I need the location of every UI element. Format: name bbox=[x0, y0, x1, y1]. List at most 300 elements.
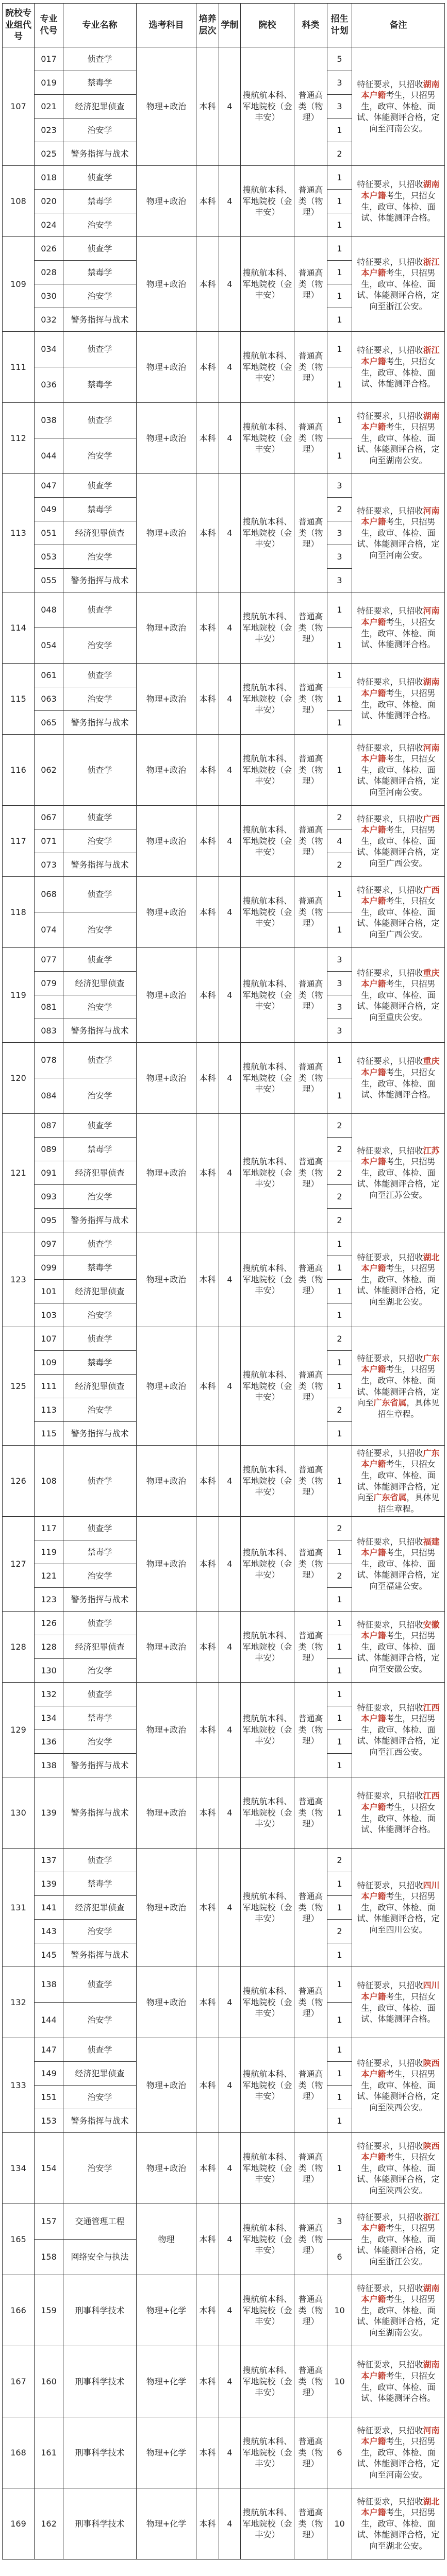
group-level: 本科 bbox=[196, 474, 219, 592]
group-remark bbox=[352, 1612, 445, 1683]
remark-highlight: 江西本户籍 bbox=[361, 1702, 440, 1724]
group-level: 本科 bbox=[196, 948, 219, 1043]
remark-text: 特征要求，只招收 bbox=[357, 2058, 423, 2068]
major-name: 禁毒学 bbox=[63, 190, 137, 213]
remark-text: 考生，只招女生，政审、体检、面试、体能测评合格，定向至广西公安。 bbox=[357, 896, 440, 939]
plan-count: 2 bbox=[327, 806, 352, 829]
plan-count: 1 bbox=[327, 735, 352, 806]
group-code: 128 bbox=[3, 1612, 35, 1683]
remark-text: 考生，只招男生，政审、体检、面试、体能测评合格，定向至陕西公安。 bbox=[357, 2069, 440, 2112]
remark-text: 特征要求，只招收 bbox=[357, 1880, 423, 1890]
group-remark bbox=[352, 237, 445, 332]
plan-count: 2 bbox=[327, 1398, 352, 1422]
table-row bbox=[3, 2488, 445, 2560]
group-subjects: 物理+政治 bbox=[137, 1683, 196, 1777]
group-remark bbox=[352, 1777, 445, 1849]
major-name: 刑事科学技术 bbox=[63, 2417, 137, 2488]
group-campus: 搜航航本科、军地院校（金丰安） bbox=[241, 332, 294, 403]
major-name: 侦查学 bbox=[63, 166, 137, 190]
remark-highlight: 陕西本户籍 bbox=[361, 2058, 440, 2079]
major-name: 经济犯罪侦查 bbox=[63, 1375, 137, 1398]
major-code: 161 bbox=[35, 2417, 63, 2488]
major-name: 经济犯罪侦查 bbox=[63, 95, 137, 118]
group-remark bbox=[352, 806, 445, 877]
major-code: 108 bbox=[35, 1446, 63, 1517]
remark-highlight: 浙江本户籍 bbox=[361, 257, 440, 278]
group-duration: 4 bbox=[219, 1777, 241, 1849]
major-code: 026 bbox=[35, 237, 63, 261]
plan-count: 1 bbox=[327, 1446, 352, 1517]
major-code: 081 bbox=[35, 995, 63, 1019]
major-name: 警务指挥与战术 bbox=[63, 1209, 137, 1232]
table-row bbox=[3, 735, 445, 806]
remark-text: 考生，只招男生，政审、体检、面试、体能测评合格，定向至江苏公安。 bbox=[357, 1157, 440, 1200]
remark-text: 考生，只招女生，政审、体检、面试、体能测评合格，定向至 bbox=[357, 1459, 440, 1503]
major-name: 经济犯罪侦查 bbox=[63, 1161, 137, 1185]
group-code: 115 bbox=[3, 664, 35, 735]
remark-text: 特征要求，只招收 bbox=[357, 1702, 423, 1713]
table-row bbox=[3, 1517, 445, 1540]
plan-count: 1 bbox=[327, 2062, 352, 2086]
major-code: 018 bbox=[35, 166, 63, 190]
group-subjects: 物理+政治 bbox=[137, 332, 196, 403]
major-name: 治安学 bbox=[63, 284, 137, 308]
major-code: 074 bbox=[35, 912, 63, 948]
group-remark bbox=[352, 1232, 445, 1327]
table-row bbox=[3, 2346, 445, 2417]
plan-count: 2 bbox=[327, 1209, 352, 1232]
group-category: 普通高类（物理） bbox=[294, 1232, 327, 1327]
plan-count: 2 bbox=[327, 1517, 352, 1540]
major-name: 侦查学 bbox=[63, 735, 137, 806]
plan-count: 3 bbox=[327, 972, 352, 995]
plan-count: 1 bbox=[327, 1872, 352, 1896]
remark-text: 考生，只招女生，政审、体检、面试、体能测评合格。 bbox=[361, 1802, 436, 1835]
group-remark bbox=[352, 664, 445, 735]
major-code: 134 bbox=[35, 1706, 63, 1730]
group-remark bbox=[352, 2417, 445, 2488]
remark-highlight: 广东省属 bbox=[373, 1398, 407, 1408]
remark-text: 考生，只招女生，政审、体检、面试、体能测评合格。 bbox=[361, 356, 436, 389]
plan-count: 1 bbox=[327, 711, 352, 735]
major-code: 144 bbox=[35, 2003, 63, 2038]
remark-text: 考生，只招男生，政审、体检、面试、体能测评合格，定向至湖北公安。 bbox=[357, 1263, 440, 1307]
remark-text: 特征要求，只招收 bbox=[357, 2360, 423, 2370]
major-code: 132 bbox=[35, 1683, 63, 1706]
major-code: 153 bbox=[35, 2109, 63, 2133]
major-code: 017 bbox=[35, 47, 63, 71]
plan-count: 1 bbox=[327, 403, 352, 438]
remark-text: 特征要求，只招收 bbox=[357, 257, 423, 267]
plan-count: 1 bbox=[327, 1943, 352, 1967]
major-name: 治安学 bbox=[63, 1564, 137, 1588]
group-remark bbox=[352, 2346, 445, 2417]
plan-count: 3 bbox=[327, 521, 352, 545]
major-name: 侦查学 bbox=[63, 2038, 137, 2062]
group-category: 普通高类（物理） bbox=[294, 1517, 327, 1612]
plan-count: 10 bbox=[327, 2488, 352, 2560]
major-code: 083 bbox=[35, 1019, 63, 1043]
plan-count: 4 bbox=[327, 829, 352, 853]
major-code: 138 bbox=[35, 1967, 63, 2003]
group-subjects: 物理+政治 bbox=[137, 1232, 196, 1327]
plan-count: 1 bbox=[327, 284, 352, 308]
plan-count: 1 bbox=[327, 1280, 352, 1303]
remark-text: 考生，只招女生，政审、体检、面试、体能测评合格。 bbox=[361, 2370, 436, 2403]
major-code: 028 bbox=[35, 261, 63, 284]
group-category: 普通高类（物理） bbox=[294, 1446, 327, 1517]
plan-count: 1 bbox=[327, 1588, 352, 1612]
major-code: 117 bbox=[35, 1517, 63, 1540]
remark-text: 特征要求，只招收 bbox=[357, 1536, 423, 1547]
group-duration: 4 bbox=[219, 2417, 241, 2488]
group-category: 普通高类（物理） bbox=[294, 2417, 327, 2488]
remark-text: 特征要求，只招收 bbox=[357, 79, 423, 89]
table-row bbox=[3, 592, 445, 628]
remark-text: 考生，只招女生，政审、体检、面试、体能测评合格，定向至河南公安。 bbox=[357, 754, 440, 797]
group-campus: 搜航航本科、军地院校（金丰安） bbox=[241, 2488, 294, 2560]
group-category: 普通高类（物理） bbox=[294, 2488, 327, 2560]
major-name: 经济犯罪侦查 bbox=[63, 1280, 137, 1303]
major-name: 侦查学 bbox=[63, 474, 137, 498]
group-code: 167 bbox=[3, 2346, 35, 2417]
major-name: 侦查学 bbox=[63, 1683, 137, 1706]
group-campus: 搜航航本科、军地院校（金丰安） bbox=[241, 948, 294, 1043]
remark-highlight: 重庆本户籍 bbox=[361, 1056, 440, 1077]
major-code: 095 bbox=[35, 1209, 63, 1232]
major-code: 073 bbox=[35, 853, 63, 877]
plan-count: 1 bbox=[327, 1422, 352, 1446]
major-name: 侦查学 bbox=[63, 806, 137, 829]
plan-count: 2 bbox=[327, 142, 352, 166]
major-name: 侦查学 bbox=[63, 1446, 137, 1517]
group-code: 120 bbox=[3, 1043, 35, 1114]
group-campus: 搜航航本科、军地院校（金丰安） bbox=[241, 1232, 294, 1327]
group-code: 113 bbox=[3, 474, 35, 592]
plan-count: 1 bbox=[327, 1967, 352, 2003]
group-category: 普通高类（物理） bbox=[294, 2275, 327, 2346]
group-category: 普通高类（物理） bbox=[294, 877, 327, 948]
major-name: 交通管理工程 bbox=[63, 2204, 137, 2240]
major-name: 侦查学 bbox=[63, 237, 137, 261]
remark-highlight: 湖南本户籍 bbox=[361, 677, 440, 698]
plan-count: 1 bbox=[327, 1706, 352, 1730]
group-level: 本科 bbox=[196, 1967, 219, 2038]
major-code: 023 bbox=[35, 118, 63, 142]
major-code: 147 bbox=[35, 2038, 63, 2062]
major-code: 063 bbox=[35, 687, 63, 711]
plan-count: 1 bbox=[327, 367, 352, 403]
remark-text: 特征要求，只招收 bbox=[357, 1056, 423, 1066]
group-category: 普通高类（物理） bbox=[294, 2038, 327, 2133]
group-remark bbox=[352, 2488, 445, 2560]
remark-text: 特征要求，只招收 bbox=[357, 1353, 423, 1363]
major-name: 禁毒学 bbox=[63, 367, 137, 403]
group-campus: 搜航航本科、军地院校（金丰安） bbox=[241, 2204, 294, 2275]
remark-text: 特征要求，只招收 bbox=[357, 345, 423, 355]
major-name: 治安学 bbox=[63, 213, 137, 237]
major-code: 159 bbox=[35, 2275, 63, 2346]
group-remark bbox=[352, 1683, 445, 1777]
plan-count: 3 bbox=[327, 2204, 352, 2240]
group-code: 109 bbox=[3, 237, 35, 332]
major-code: 121 bbox=[35, 1564, 63, 1588]
plan-count: 1 bbox=[327, 438, 352, 474]
group-subjects: 物理+政治 bbox=[137, 1114, 196, 1232]
major-name: 治安学 bbox=[63, 995, 137, 1019]
group-code: 125 bbox=[3, 1327, 35, 1446]
remark-text: 考生，只招男生，政审、体检、面试、体能测评合格。 bbox=[361, 688, 436, 721]
remark-text: 特征要求，只招收 bbox=[357, 2141, 423, 2151]
remark-text: 特征要求，只招收 bbox=[357, 2283, 423, 2293]
header-subjects: 选考科目 bbox=[137, 4, 196, 47]
plan-count: 2 bbox=[327, 1849, 352, 1872]
major-name: 警务指挥与战术 bbox=[63, 1422, 137, 1446]
major-name: 治安学 bbox=[63, 1659, 137, 1683]
table-row bbox=[3, 1446, 445, 1517]
plan-count: 1 bbox=[327, 332, 352, 367]
major-name: 侦查学 bbox=[63, 403, 137, 438]
remark-highlight: 四川本户籍 bbox=[361, 1980, 440, 2002]
major-name: 刑事科学技术 bbox=[63, 2488, 137, 2560]
group-level: 本科 bbox=[196, 1612, 219, 1683]
plan-count: 1 bbox=[327, 628, 352, 664]
group-remark bbox=[352, 592, 445, 664]
remark-text: 特征要求，只招收 bbox=[357, 606, 423, 616]
major-name: 治安学 bbox=[63, 545, 137, 569]
group-duration: 4 bbox=[219, 1043, 241, 1114]
major-name: 治安学 bbox=[63, 687, 137, 711]
plan-count: 2 bbox=[327, 1920, 352, 1943]
header-plan: 招生计划 bbox=[327, 4, 352, 47]
header-remark: 备注 bbox=[352, 4, 445, 47]
group-campus: 搜航航本科、军地院校（金丰安） bbox=[241, 2417, 294, 2488]
remark-highlight: 江西本户籍 bbox=[361, 1791, 440, 1812]
group-level: 本科 bbox=[196, 2488, 219, 2560]
major-code: 079 bbox=[35, 972, 63, 995]
remark-highlight: 河南本户籍 bbox=[361, 2425, 440, 2447]
group-campus: 搜航航本科、军地院校（金丰安） bbox=[241, 1612, 294, 1683]
group-level: 本科 bbox=[196, 1683, 219, 1777]
major-name: 侦查学 bbox=[63, 1849, 137, 1872]
group-campus: 搜航航本科、军地院校（金丰安） bbox=[241, 47, 294, 166]
major-name: 治安学 bbox=[63, 1398, 137, 1422]
group-category: 普通高类（物理） bbox=[294, 664, 327, 735]
major-name: 治安学 bbox=[63, 829, 137, 853]
plan-count: 2 bbox=[327, 498, 352, 521]
group-level: 本科 bbox=[196, 2038, 219, 2133]
plan-count: 10 bbox=[327, 2275, 352, 2346]
group-category: 普通高类（物理） bbox=[294, 1612, 327, 1683]
major-code: 154 bbox=[35, 2133, 63, 2204]
major-name: 警务指挥与战术 bbox=[63, 308, 137, 332]
remark-highlight: 广西本户籍 bbox=[361, 885, 440, 906]
group-campus: 搜航航本科、军地院校（金丰安） bbox=[241, 166, 294, 237]
remark-highlight: 江苏本户籍 bbox=[361, 1145, 440, 1167]
remark-text: 考生，只招男生，政审、体检、面试、体能测评合格，定向至 bbox=[357, 1364, 440, 1408]
group-level: 本科 bbox=[196, 1043, 219, 1114]
plan-count: 1 bbox=[327, 1659, 352, 1683]
major-code: 157 bbox=[35, 2204, 63, 2240]
remark-text: 特征要求，只招收 bbox=[357, 1980, 423, 1991]
remark-text: 考生，只招男生，政审、体检、面试、体能测评合格，定向至四川公安。 bbox=[357, 1891, 440, 1935]
group-code: 116 bbox=[3, 735, 35, 806]
group-duration: 4 bbox=[219, 1849, 241, 1967]
remark-text: 考生，只招女生，政审、体检、面试、体能测评合格。 bbox=[361, 617, 436, 650]
table-row bbox=[3, 1777, 445, 1849]
plan-count: 10 bbox=[327, 2346, 352, 2417]
plan-count: 3 bbox=[327, 71, 352, 95]
group-duration: 4 bbox=[219, 1612, 241, 1683]
group-subjects: 物理+政治 bbox=[137, 403, 196, 474]
remark-highlight: 浙江本户籍 bbox=[361, 345, 440, 366]
major-code: 136 bbox=[35, 1730, 63, 1754]
plan-count: 2 bbox=[327, 1564, 352, 1588]
major-code: 099 bbox=[35, 1256, 63, 1280]
group-duration: 4 bbox=[219, 2038, 241, 2133]
group-duration: 4 bbox=[219, 2133, 241, 2204]
group-level: 本科 bbox=[196, 1446, 219, 1517]
major-code: 097 bbox=[35, 1232, 63, 1256]
table-row bbox=[3, 474, 445, 498]
major-code: 025 bbox=[35, 142, 63, 166]
major-name: 刑事科学技术 bbox=[63, 2275, 137, 2346]
table-row bbox=[3, 1849, 445, 1872]
group-level: 本科 bbox=[196, 2204, 219, 2275]
plan-count: 2 bbox=[327, 1138, 352, 1161]
remark-highlight: 陕西本户籍 bbox=[361, 2141, 440, 2162]
major-name: 侦查学 bbox=[63, 1043, 137, 1078]
group-campus: 搜航航本科、军地院校（金丰安） bbox=[241, 735, 294, 806]
major-code: 139 bbox=[35, 1872, 63, 1896]
major-code: 126 bbox=[35, 1612, 63, 1635]
group-campus: 搜航航本科、军地院校（金丰安） bbox=[241, 1777, 294, 1849]
remark-text: 特征要求，只招收 bbox=[357, 814, 423, 824]
header-major-code: 专业代号 bbox=[35, 4, 63, 47]
major-name: 禁毒学 bbox=[63, 71, 137, 95]
major-name: 治安学 bbox=[63, 118, 137, 142]
remark-text: 特征要求，只招收 bbox=[357, 505, 423, 516]
remark-highlight: 四川本户籍 bbox=[361, 1880, 440, 1902]
group-level: 本科 bbox=[196, 1327, 219, 1446]
group-code: 132 bbox=[3, 1967, 35, 2038]
remark-text: 特征要求，只招收 bbox=[357, 2496, 423, 2506]
major-code: 128 bbox=[35, 1635, 63, 1659]
major-name: 治安学 bbox=[63, 912, 137, 948]
group-subjects: 物理+化学 bbox=[137, 2417, 196, 2488]
group-level: 本科 bbox=[196, 47, 219, 166]
plan-count: 1 bbox=[327, 2086, 352, 2109]
major-name: 警务指挥与战术 bbox=[63, 1754, 137, 1777]
major-code: 149 bbox=[35, 2062, 63, 2086]
remark-text: 考生，只招女生，政审、体检、面试、体能测评合格。 bbox=[361, 1067, 436, 1100]
table-header-row bbox=[3, 4, 445, 47]
major-name: 警务指挥与战术 bbox=[63, 1588, 137, 1612]
major-name: 经济犯罪侦查 bbox=[63, 2062, 137, 2086]
plan-count: 1 bbox=[327, 877, 352, 912]
major-name: 禁毒学 bbox=[63, 1138, 137, 1161]
group-subjects: 物理 bbox=[137, 2204, 196, 2275]
remark-text: 考生，只招男生，政审、体检、面试、体能测评合格，定向至湖北公安。 bbox=[357, 2507, 440, 2551]
group-code: 111 bbox=[3, 332, 35, 403]
group-code: 129 bbox=[3, 1683, 35, 1777]
major-name: 治安学 bbox=[63, 2133, 137, 2204]
remark-text: 考生，只招男生，政审、体检、面试、体能测评合格，定向至广西公安。 bbox=[357, 825, 440, 868]
table-row bbox=[3, 877, 445, 912]
group-level: 本科 bbox=[196, 403, 219, 474]
major-name: 警务指挥与战术 bbox=[63, 1943, 137, 1967]
group-subjects: 物理+政治 bbox=[137, 474, 196, 592]
major-code: 137 bbox=[35, 1849, 63, 1872]
group-duration: 4 bbox=[219, 1114, 241, 1232]
group-category: 普通高类（物理） bbox=[294, 47, 327, 166]
remark-text: 考生，只招男生，政审、体检、面试、体能测评合格，定向至河南公安。 bbox=[357, 90, 440, 133]
major-name: 治安学 bbox=[63, 1078, 137, 1114]
remark-highlight: 河南本户籍 bbox=[361, 505, 440, 527]
header-level: 培养层次 bbox=[196, 4, 219, 47]
major-name: 侦查学 bbox=[63, 1967, 137, 2003]
plan-count: 1 bbox=[327, 2133, 352, 2204]
plan-count: 1 bbox=[327, 1540, 352, 1564]
major-code: 055 bbox=[35, 569, 63, 592]
group-campus: 搜航航本科、军地院校（金丰安） bbox=[241, 237, 294, 332]
group-category: 普通高类（物理） bbox=[294, 1683, 327, 1777]
group-campus: 搜航航本科、军地院校（金丰安） bbox=[241, 1683, 294, 1777]
plan-count: 1 bbox=[327, 1351, 352, 1375]
major-code: 021 bbox=[35, 95, 63, 118]
group-duration: 4 bbox=[219, 1517, 241, 1612]
major-name: 侦查学 bbox=[63, 592, 137, 628]
remark-text: 考生，只招男生，政审、体检、面试、体能测评合格，定向至重庆公安。 bbox=[357, 979, 440, 1022]
plan-count: 3 bbox=[327, 545, 352, 569]
remark-highlight: 安徽本户籍 bbox=[361, 1619, 440, 1641]
group-campus: 搜航航本科、军地院校（金丰安） bbox=[241, 2346, 294, 2417]
major-code: 123 bbox=[35, 1588, 63, 1612]
plan-count: 1 bbox=[327, 1730, 352, 1754]
group-subjects: 物理+政治 bbox=[137, 735, 196, 806]
group-campus: 搜航航本科、军地院校（金丰安） bbox=[241, 2275, 294, 2346]
remark-text: 特征要求，只招收 bbox=[357, 1145, 423, 1156]
major-name: 侦查学 bbox=[63, 948, 137, 972]
group-duration: 4 bbox=[219, 948, 241, 1043]
major-name: 治安学 bbox=[63, 2086, 137, 2109]
group-level: 本科 bbox=[196, 2346, 219, 2417]
group-level: 本科 bbox=[196, 877, 219, 948]
group-campus: 搜航航本科、军地院校（金丰安） bbox=[241, 1849, 294, 1967]
group-subjects: 物理+政治 bbox=[137, 1612, 196, 1683]
group-code: 134 bbox=[3, 2133, 35, 2204]
major-name: 治安学 bbox=[63, 1920, 137, 1943]
major-code: 113 bbox=[35, 1398, 63, 1422]
group-duration: 4 bbox=[219, 2275, 241, 2346]
major-code: 078 bbox=[35, 1043, 63, 1078]
plan-count: 1 bbox=[327, 1303, 352, 1327]
table-row bbox=[3, 1114, 445, 1138]
group-duration: 4 bbox=[219, 237, 241, 332]
group-duration: 4 bbox=[219, 2346, 241, 2417]
header-category: 科类 bbox=[294, 4, 327, 47]
group-code: 123 bbox=[3, 1232, 35, 1327]
plan-count: 1 bbox=[327, 2109, 352, 2133]
remark-text: 考生，只招女生，政审、体检、面试、体能测评合格，定向至陕西公安。 bbox=[357, 2152, 440, 2195]
major-code: 062 bbox=[35, 735, 63, 806]
group-level: 本科 bbox=[196, 1114, 219, 1232]
major-code: 084 bbox=[35, 1078, 63, 1114]
remark-text: 考生，只招男生，政审、体检、面试、体能测评合格，定向至河南公安。 bbox=[357, 2436, 440, 2480]
group-remark bbox=[352, 2204, 445, 2275]
table-row bbox=[3, 2038, 445, 2062]
table-row bbox=[3, 2204, 445, 2240]
